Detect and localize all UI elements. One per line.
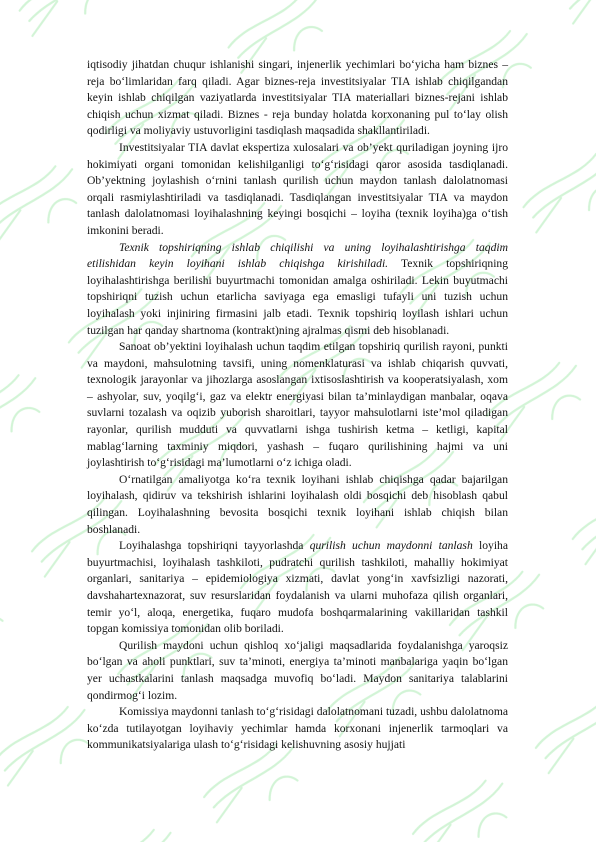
paragraph-2: [87, 140, 508, 240]
paragraph-6: [87, 538, 508, 638]
paragraph-text: Loyihalashga topshiriqni tayyorlashda: [119, 539, 310, 553]
paragraph-text: iqtisodiy jihatdan chuqur ishlanishi singari, injenerlik yechimlari bo‘yicha ham biznes – reja bo‘limlaridan farq qiladi. Agar biznes-reja investitsiyalar TIA ishlab chiqilgandan keyin ishlab chiqilgan vaziyatlarda investitsiyalar TIA materiallari biznes-rejani ishlab chiqish uchun xizmat qiladi. Biznes - reja bunday holatda korxonaning pul to‘lay olish qodirligi va moliyaviy ustuvorligini tasdiqlash maqsadida shakllantiriladi.: [87, 58, 508, 138]
paragraph-5: [87, 472, 508, 538]
paragraph-8: [87, 704, 508, 754]
paragraph-7: [87, 638, 508, 704]
paragraph-text: loyiha buyurtmachisi, loyihalash tashkiloti, pudratchi qurilish tashkiloti, mahalliy hokimiyat organlari, sanitariya – epidemiologiya xizmati, davlat yong‘in xavfsizligi nazorati, davshahartexnazorat, suv resurslaridan foydalanish va ularni muhofaza qilish organlari, temir yo‘l, aloqa, energetika, fuqaro mudofa boshqarmalarining vakillaridan tashkil topgan komissiya tomonidan olib boriladi.: [87, 539, 508, 636]
paragraph-text: Texnik topshiriqning loyihalashtirishga berilishi buyurtmachi tomonidan amalga oshiriladi. Lekin buyutmachi topshiriqni tuzish uchun etarlicha saviyaga ega emasligi tufayli uni tuzish uchun loyihalash yoki injiniring firmasini jalb etadi. Texnik topshiriq loyilash ishlari uchun tuzilgan har qanday shartnoma (kontrakt)ning ajralmas qismi deb hisoblanadi.: [87, 257, 509, 337]
paragraph-text: Qurilish maydoni uchun qishloq xo‘jaligi maqsadlarida foydalanishga yaroqsiz bo‘lgan va aholi punktlari, suv ta’minoti, energiya ta’minoti manbalariga yaqin bo‘lgan yer uchastkalarini tanlash maqsadga muvofiq bo‘ladi. Maydon sanitariya talablarini qondirmog‘i lozim.: [87, 638, 508, 702]
document-body: [87, 57, 508, 754]
italic-text: qurilish uchun maydonni tanlash: [309, 539, 473, 553]
paragraph-3: [87, 240, 508, 340]
paragraph-text: O‘rnatilgan amaliyotga ko‘ra texnik loyihani ishlab chiqishga qadar bajarilgan loyihalash, qidiruv va tekshirish ishlarini loyihalash oldi bosqichi deb hisoblash qabul qilingan. Loyihalashning bevosita bosqichi texnik loyihani ishlab chiqish bilan boshlanadi.: [87, 472, 508, 536]
paragraph-text: Sanoat ob’yektini loyihalash uchun taqdim etilgan topshiriq qurilish rayoni, punkti va maydoni, mahsulotning tavsifi, uning nomenklaturasi va ishlab chiqarish quvvati, texnologik jarayonlar va jihozlarga asoslangan ixtisoslashtirish va kooperatsiyalash, xom – ashyolar, suv, yoqilg‘i, gaz va elektr energiyasi bilan ta’minlaydigan manbalar, oqava suvlarni tozalash va oqizib yuborish sharoitlari, tayyor mahsulotlarni iste’mol qiladigan rayonlar, qurilish mudduti va quvvatlarni ishga tushirish ketma – ketligi, kapital mablag‘larning taxminiy miqdori, yashash – fuqaro qurilishining hajmi va uni joylashtirish to‘g‘risidagi ma’lumotlarni o‘z ichiga oladi.: [87, 340, 508, 470]
italic-text: Texnik topshiriqning ishlab chiqilishi va uning loyihalashtirishga taqdim etilishidan keyin loyihani ishlab chiqishga kirishiladi.: [87, 240, 508, 271]
paragraph-1: [87, 57, 508, 140]
paragraph-text: Komissiya maydonni tanlash to‘g‘risidagi dalolatnomani tuzadi, ushbu dalolatnoma ko‘zda tutilayotgan loyihaviy yechimlar hamda korxonani injenerlik tarmoqlari va kommunikatsiyalariga ulash to‘g‘risidagi kelishuvning asosiy hujjati: [87, 705, 508, 752]
paragraph-4: [87, 339, 508, 472]
paragraph-text: Investitsiyalar TIA davlat ekspertiza xulosalari va ob’yekt quriladigan joyning ijro hokimiyati organi tomonidan kelishilganligi to‘g‘risidagi qaror asosida tasdiqlanadi. Ob’yektning joylashish o‘rnini tanlash qurilish uchun maydon tanlash dalolatnomasi orqali rasmiylashtiriladi va tasdiqlanadi. Tasdiqlangan investitsiyalar TIA va maydon tanlash dalolatnomasi loyihalashning keyingi bosqichi – loyiha (texnik loyiha)ga o‘tish imkonini beradi.: [87, 140, 508, 237]
